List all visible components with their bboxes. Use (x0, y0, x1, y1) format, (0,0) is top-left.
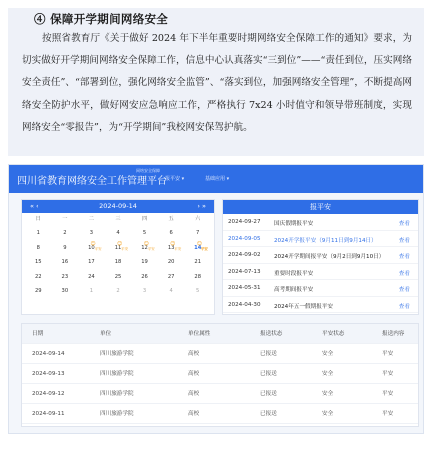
calendar-day[interactable]: 8 (36, 244, 40, 251)
calendar-day[interactable]: 2 (116, 288, 120, 294)
safe-mark-label: 平安 (174, 246, 182, 251)
calendar-day[interactable]: 10 ☺ 平安 (78, 241, 105, 256)
document-section (8, 8, 424, 156)
report-item (223, 280, 418, 297)
safe-mark-label: 平安 (147, 246, 155, 251)
calendar-day[interactable]: 12 ☺ 平安 (131, 241, 158, 256)
table-cell: 平安 (382, 371, 394, 377)
report-list-panel (222, 199, 419, 315)
report-item (223, 247, 418, 264)
column-header: 报送状态 (260, 331, 283, 337)
calendar-day[interactable]: 24 (88, 273, 95, 280)
report-item (223, 264, 418, 281)
calendar-day[interactable]: 11 ☺ 平安 (105, 241, 132, 256)
table-row (22, 344, 418, 364)
column-header: 平安状态 (322, 331, 345, 337)
calendar-day[interactable]: 3 (89, 230, 94, 236)
report-title[interactable]: 2024开学报平安（9月11日到9月14日） (274, 237, 377, 244)
calendar-day[interactable]: 30 (61, 288, 69, 294)
report-view-link[interactable]: 查看 (398, 237, 410, 244)
calendar-next-button[interactable]: › » (197, 202, 206, 210)
table-cell: 安全 (322, 391, 334, 397)
report-date: 2024-05-31 (228, 285, 261, 291)
weekday-label: 六 (195, 216, 201, 222)
weekday-label: 五 (168, 216, 174, 222)
platform-subtitle: 网络安全保障 (136, 168, 160, 173)
table-cell: 高校 (188, 351, 200, 357)
weekday-label: 三 (115, 216, 121, 222)
table-cell: 平安 (382, 411, 394, 417)
calendar-day[interactable]: 1 (89, 288, 94, 294)
table-cell: 已报送 (260, 351, 277, 357)
report-table (21, 323, 419, 427)
table-cell: 四川旅游学院 (100, 371, 134, 377)
report-item (223, 231, 418, 248)
report-title[interactable]: 高考期间报平安 (274, 287, 314, 293)
table-cell: 2024-09-14 (32, 351, 65, 357)
calendar-day[interactable]: 14 ☺ 平安 (184, 241, 211, 256)
calendar-day[interactable]: 13 ☺ 平安 (158, 241, 185, 256)
table-row (22, 364, 418, 384)
report-title[interactable]: 国庆假期报平安 (274, 221, 314, 227)
calendar-day[interactable]: 27 (167, 273, 175, 280)
table-cell: 安全 (322, 351, 334, 357)
smile-icon: ☺ (170, 240, 176, 247)
calendar-day[interactable]: 23 (61, 273, 69, 280)
table-row (22, 384, 418, 404)
column-header: 报送内容 (382, 331, 405, 337)
table-cell: 高校 (188, 391, 200, 397)
calendar-day[interactable]: 17 (88, 259, 95, 265)
table-cell: 2024-09-11 (32, 411, 65, 417)
calendar-day[interactable]: 15 (34, 259, 42, 265)
weekday-label: 四 (141, 216, 148, 222)
calendar-day[interactable]: 25 (114, 273, 122, 280)
calendar-day[interactable]: 5 (142, 230, 147, 236)
report-title[interactable]: 2024开学期间报平安（9月2日到9月10日） (274, 254, 385, 260)
weekday-label: 二 (88, 216, 95, 222)
report-view-link[interactable]: 查看 (398, 221, 410, 227)
report-title[interactable]: 重要时段报平安 (274, 270, 314, 277)
report-date: 2024-04-30 (228, 301, 261, 308)
menu-report-safe[interactable]: 报平安 ▾ (165, 176, 185, 182)
calendar-current-date: 2024-09-14 (99, 202, 137, 210)
calendar-day[interactable]: 4 (169, 288, 173, 294)
table-cell: 已报送 (260, 371, 277, 377)
report-item (223, 214, 418, 231)
report-title[interactable]: 2024年五一假期报平安 (274, 303, 333, 310)
weekday-label: 日 (35, 216, 41, 222)
table-body (22, 344, 418, 424)
column-header: 日期 (32, 331, 44, 337)
table-cell: 四川旅游学院 (100, 351, 134, 357)
weekday-label: 一 (62, 216, 68, 222)
platform-topbar (9, 165, 423, 193)
calendar-day[interactable]: 3 (142, 288, 147, 294)
table-cell: 2024-09-12 (32, 391, 65, 397)
calendar-day[interactable]: 26 (141, 273, 148, 280)
table-cell: 四川旅游学院 (100, 411, 134, 417)
calendar-day[interactable]: 20 (167, 259, 175, 265)
report-view-link[interactable]: 查看 (398, 303, 410, 310)
report-date: 2024-09-27 (228, 219, 261, 225)
calendar-day[interactable]: 18 (114, 259, 122, 265)
platform-title: 四川省教育网络安全工作管理平台 (17, 176, 167, 187)
platform-screenshot (8, 164, 424, 434)
smile-icon: ☺ (143, 240, 149, 247)
table-cell: 平安 (382, 351, 394, 357)
calendar-day[interactable]: 9 (63, 244, 67, 251)
report-view-link[interactable]: 查看 (398, 287, 410, 293)
calendar-grid (22, 213, 214, 299)
table-cell: 已报送 (260, 411, 277, 417)
calendar-day[interactable]: 28 (194, 273, 201, 280)
table-cell: 2024-09-13 (32, 371, 65, 377)
table-header (22, 324, 418, 344)
calendar-day[interactable]: 1 (36, 230, 40, 236)
calendar-day[interactable]: 6 (169, 230, 173, 236)
report-view-link[interactable]: 查看 (398, 270, 410, 277)
table-cell: 平安 (382, 391, 394, 397)
report-view-link[interactable]: 查看 (398, 254, 410, 260)
smile-icon: ☺ (116, 240, 123, 247)
section-paragraph: 按照省教育厅《关于做好 2024 年下半年重要时期网络安全保障工作的通知》要求，为切实做好开学期间网络安全保障工作，信息中心认真落实“三到位”——“责任到位，压实网络安全责任”、“部署到位，强化网络安全监管”、“落实到位，加强网络安全管理”，不断提高网络安全防护水平，做好网安应急响应工作，严格执行 7x24 小时值守和领导带班制度，实现网络安全“零报告”，为“开学期间”我校网安保驾护航。 (22, 33, 412, 133)
safe-mark-label: 平安 (200, 246, 208, 251)
calendar-day[interactable]: 7 (196, 230, 200, 236)
table-cell: 已报送 (260, 391, 277, 397)
calendar-header (22, 200, 214, 213)
smile-icon: ☺ (196, 240, 202, 247)
report-list-header: 报平安 (223, 200, 418, 214)
calendar-day[interactable]: 19 (141, 259, 148, 265)
report-date: 2024-07-13 (228, 268, 261, 275)
report-list (223, 214, 418, 313)
calendar-day[interactable]: 21 (194, 259, 201, 265)
table-cell: 四川旅游学院 (100, 391, 134, 397)
calendar-day[interactable]: 2 (63, 230, 67, 236)
calendar-prev-button[interactable]: « ‹ (30, 202, 39, 210)
column-header: 单位属性 (188, 331, 211, 337)
calendar-day[interactable]: 4 (116, 230, 120, 236)
report-date: 2024-09-05 (228, 235, 261, 242)
calendar-day[interactable]: 29 (34, 288, 42, 294)
table-cell: 高校 (188, 411, 200, 417)
report-date: 2024-09-02 (228, 252, 261, 258)
safe-mark-label: 平安 (120, 246, 129, 251)
section-heading: ④ 保障开学期间网络安全 (34, 12, 169, 26)
table-row (22, 404, 418, 424)
column-header: 单位 (100, 331, 112, 337)
calendar-day[interactable]: 16 (61, 259, 69, 265)
calendar-day[interactable]: 5 (196, 288, 200, 294)
table-cell: 高校 (188, 371, 200, 377)
table-cell: 安全 (322, 411, 334, 417)
calendar-panel (21, 199, 215, 315)
smile-icon: ☺ (90, 240, 96, 247)
safe-mark-label: 平安 (94, 246, 102, 251)
menu-basic-apps[interactable]: 基础应用 ▾ (205, 176, 230, 182)
table-cell: 安全 (322, 371, 334, 377)
calendar-day[interactable]: 22 (34, 273, 42, 280)
report-item (223, 297, 418, 314)
